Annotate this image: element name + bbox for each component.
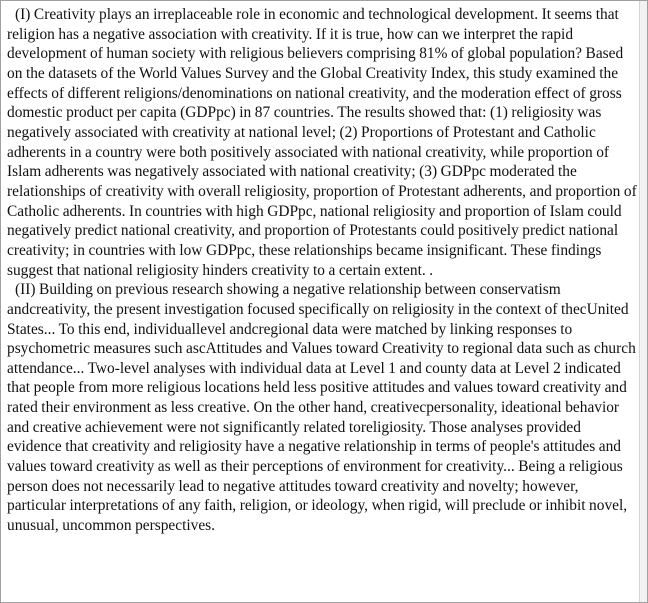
paragraph-1: (I) Creativity plays an irreplaceable role in economic and technological development. It seems that religion has a negative association with creativity. If it is true, how can we interpret the rapid development of human society with religious believers comprising 81% of global population? Based on the datasets of the World Values Survey and the Global Creativity Index, this study examined the effects of different religions/denominations on national creativity, and the moderation effect of gross domestic product per capita (GDPpc) in 87 countries. The results showed that: (1) religiosity was negatively associated with creativity at national level; (2) Proportions of Protestant and Catholic adherents in a country were both positively associated with national creativity, while proportion of Islam adherents was negatively associated with national creativity; (3) GDPpc moderated the relationships of creativity with overall religiosity, proportion of Protestant adherents, and proportion of Catholic adherents. In countries with high GDPpc, national religiosity and proportion of Islam could negatively predict national creativity, and proportion of Protestants could positively predict national creativity; in countries with low GDPpc, these relationships became insignificant. These findings suggest that national religiosity hinders creativity to a certain extent. . bbox=[7, 6, 637, 279]
vertical-scrollbar[interactable] bbox=[639, 1, 647, 602]
paragraph-2: (II) Building on previous research showing a negative relationship between conservatism andcreativity, the present investigation focused specifically on religiosity in the context of thecUnited States... To this end, individuallevel andcregional data were matched by linking responses to psychometric measures such ascAttitudes and Values toward Creativity to regional data such as church attendance... Two-level analyses with individual data at Level 1 and county data at Level 2 indicated that people from more religious locations held less positive attitudes and values toward creativity and rated their environment as less creative. On the other hand, creativecpersonality, ideational behavior and creative achievement were not significantly related toreligiosity. Those analyses provided evidence that creativity and religiosity have a negative relationship in terms of people's attitudes and values toward creativity as well as their perceptions of environment for creativity... Being a religious person does not necessarily lead to negative attitudes toward creativity and novelty; however, particular interpretations of any faith, religion, or ideology, when rigid, will preclude or inhibit novel, unusual, uncommon perspectives. bbox=[7, 281, 636, 535]
document-text-area[interactable] bbox=[7, 5, 639, 536]
